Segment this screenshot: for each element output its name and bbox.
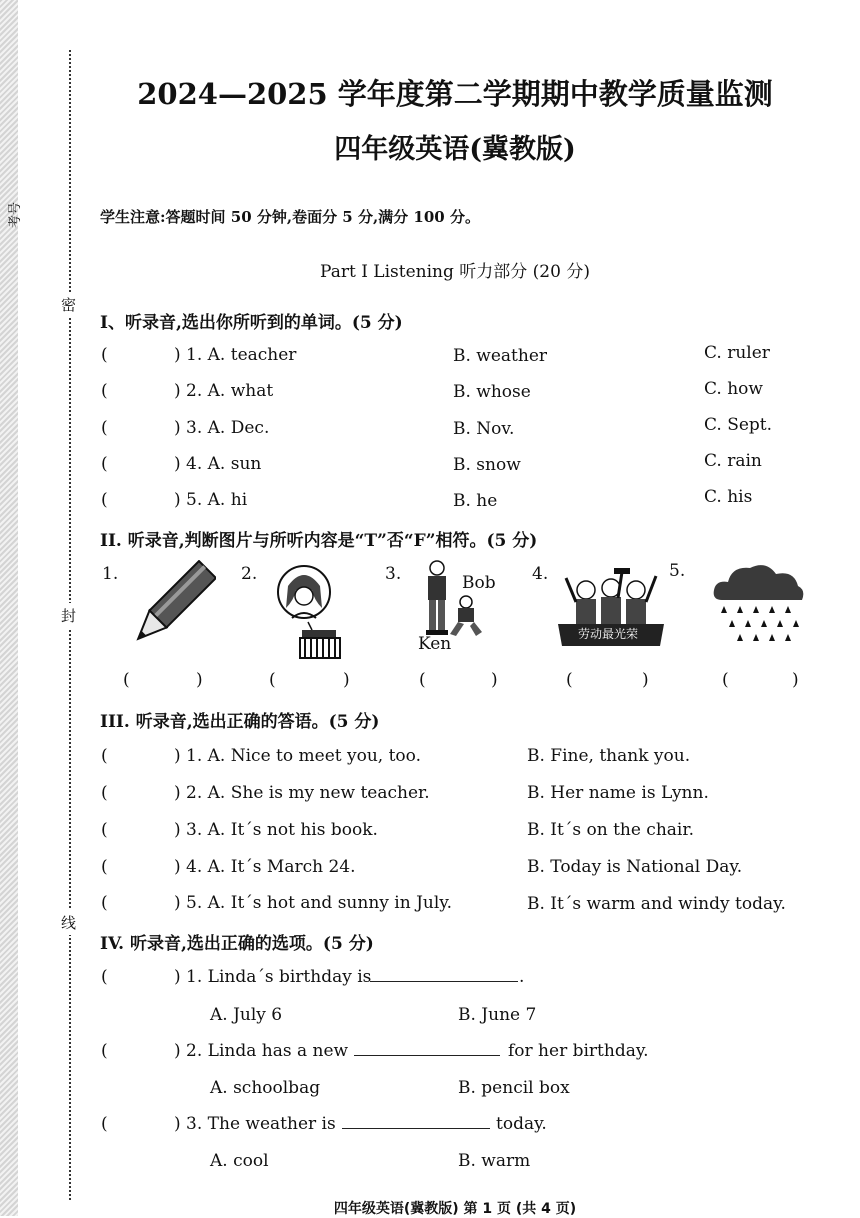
answer-paren[interactable]: ( [101,857,108,877]
picture-number-2: 2. [241,564,258,584]
picture-number-3: 3. [385,564,402,584]
answer-blank[interactable] [342,1114,490,1129]
option-b: B. It´s warm and windy today. [527,894,786,914]
option-a: ) 5. A. hi [174,490,248,510]
option-b: B. he [453,491,498,511]
answer-blank[interactable] [354,1041,500,1056]
answer-paren-pic1-close: ) [196,670,203,690]
option-b: B. warm [458,1151,531,1171]
answer-paren[interactable]: ( [101,820,108,840]
answer-paren-pic2-open[interactable]: ( [269,670,276,690]
option-a: ) 2. A. She is my new teacher. [174,783,430,803]
option-a: ) 5. A. It´s hot and sunny in July. [174,893,453,913]
exam-title: 2024—2025 学年度第二学期期中教学质量监测 [137,77,773,111]
question-stem-end: today. [496,1114,547,1134]
option-b: B. June 7 [458,1005,537,1025]
section-3-title: III. 听录音,选出正确的答语。(5 分) [100,712,380,732]
section-2-title: II. 听录音,判断图片与所听内容是“T”否“F”相符。(5 分) [100,531,538,551]
answer-paren[interactable]: ( [101,381,108,401]
option-b: B. It´s on the chair. [527,820,695,840]
option-c: C. ruler [704,343,770,363]
option-c: C. Sept. [704,415,773,435]
option-a: A. cool [210,1151,269,1171]
option-a: ) 1. A. teacher [174,345,297,365]
option-a: A. July 6 [210,1005,283,1025]
part-heading: Part I Listening 听力部分 (20 分) [320,262,590,282]
option-b: B. Nov. [453,419,515,439]
picture-number-1: 1. [102,564,119,584]
answer-paren[interactable]: ( [101,490,108,510]
answer-paren[interactable]: ( [101,967,108,987]
option-a: ) 3. A. Dec. [174,418,270,438]
answer-paren-pic4-close: ) [642,670,649,690]
rain-cloud-picture [710,560,806,652]
answer-paren[interactable]: ( [101,418,108,438]
option-c: C. his [704,487,753,507]
option-b: B. pencil box [458,1078,570,1098]
option-a: ) 4. A. sun [174,454,262,474]
question-stem-end: for her birthday. [508,1041,649,1061]
girl-with-paints-picture [266,560,348,664]
option-b: B. Today is National Day. [527,857,743,877]
answer-paren[interactable]: ( [101,345,108,365]
seal-char-feng: 封 [61,603,76,628]
section-1-title: I、听录音,选出你所听到的单词。(5 分) [100,313,403,333]
option-a: ) 3. A. It´s not his book. [174,820,378,840]
answer-paren-pic4-open[interactable]: ( [566,670,573,690]
answer-paren[interactable]: ( [101,746,108,766]
answer-paren-pic1-open[interactable]: ( [123,670,130,690]
labour-day-banner: 劳动最光荣 [578,627,639,641]
side-label-kaohao: 考号 [8,201,23,228]
option-a: ) 2. A. what [174,381,274,401]
name-ken-label: Ken [418,634,452,654]
answer-paren[interactable]: ( [101,893,108,913]
option-b: B. Her name is Lynn. [527,783,709,803]
picture-number-4: 4. [532,564,549,584]
option-b: B. weather [453,346,548,366]
option-c: C. how [704,379,763,399]
student-notice: 学生注意:答题时间 50 分钟,卷面分 5 分,满分 100 分。 [100,208,480,226]
option-b: B. whose [453,382,531,402]
option-c: C. rain [704,451,762,471]
binding-edge [0,0,18,1216]
option-a: A. schoolbag [210,1078,321,1098]
answer-paren[interactable]: ( [101,1041,108,1061]
answer-paren-pic5-close: ) [792,670,799,690]
option-b: B. snow [453,455,521,475]
answer-paren[interactable]: ( [101,454,108,474]
answer-paren[interactable]: ( [101,1114,108,1134]
answer-paren[interactable]: ( [101,783,108,803]
answer-paren-pic5-open[interactable]: ( [722,670,729,690]
option-b: B. Fine, thank you. [527,746,691,766]
question-stem: ) 1. Linda´s birthday is [174,967,372,987]
answer-paren-pic2-close: ) [343,670,350,690]
name-bob-label: Bob [462,573,496,593]
option-a: ) 1. A. Nice to meet you, too. [174,746,421,766]
question-stem: ) 2. Linda has a new [174,1041,349,1061]
seal-char-xian: 线 [61,910,76,935]
question-stem-end: . [519,967,525,987]
exam-subtitle: 四年级英语(冀教版) [334,134,576,165]
page-footer: 四年级英语(冀教版) 第 1 页 (共 4 页) [333,1201,577,1217]
bob-and-ken-picture [420,558,490,644]
answer-blank[interactable] [370,967,518,982]
question-stem: ) 3. The weather is [174,1114,336,1134]
option-a: ) 4. A. It´s March 24. [174,857,356,877]
seal-char-mi: 密 [61,292,76,317]
picture-number-5: 5. [669,561,686,581]
answer-paren-pic3-open[interactable]: ( [419,670,426,690]
section-4-title: IV. 听录音,选出正确的选项。(5 分) [100,934,374,954]
pencil-picture [124,560,216,654]
answer-paren-pic3-close: ) [491,670,498,690]
